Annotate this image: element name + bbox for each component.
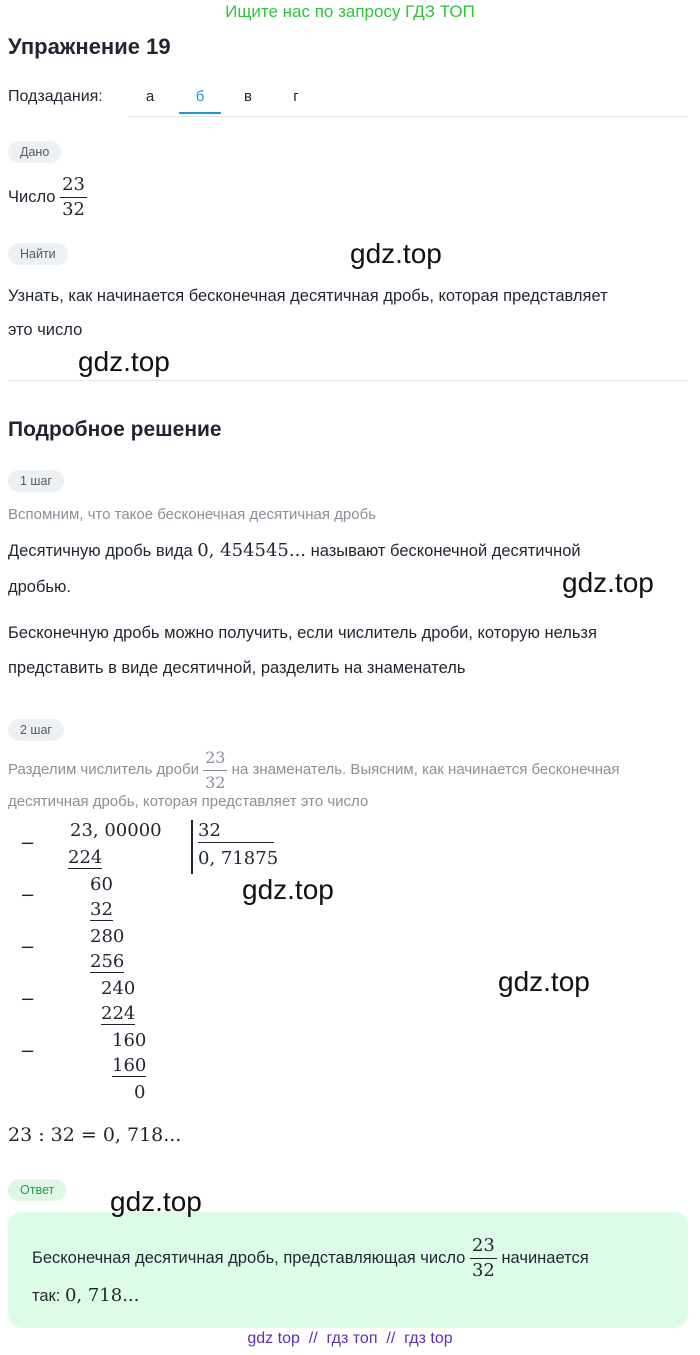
division-row-10: 0 xyxy=(134,1082,146,1103)
division-bracket xyxy=(191,820,193,874)
division-row-4: 280 xyxy=(90,926,125,947)
division-quotient: 0, 71875 xyxy=(198,848,279,869)
division-dividend: 23, 00000 xyxy=(70,820,162,841)
given-label: Число xyxy=(8,188,56,206)
watermark: gdz.top xyxy=(78,346,170,377)
solution-title: Подробное решение xyxy=(8,418,222,441)
tab-b[interactable]: б xyxy=(179,88,221,114)
step2-denominator: 32 xyxy=(205,772,226,792)
step1-paragraph2-line1: Бесконечную дробь можно получить, если числитель дроби, которую нельзя xyxy=(8,624,597,642)
division-row-6: 240 xyxy=(101,978,136,999)
subtasks-label: Подзадания: xyxy=(8,88,103,105)
division-row-5: 256 xyxy=(90,951,125,972)
promo-banner: Ищите нас по запросу ГДЗ ТОП xyxy=(225,2,475,21)
watermark: gdz.top xyxy=(110,1186,202,1217)
watermark: gdz.top xyxy=(350,238,442,269)
answer-post: начинается xyxy=(501,1249,589,1267)
given-fraction xyxy=(60,173,87,222)
given-text xyxy=(8,172,87,222)
answer-fraction xyxy=(470,1234,497,1283)
answer-badge: Ответ xyxy=(8,1179,66,1201)
footer-links[interactable]: gdz top // гдз топ // гдз top xyxy=(247,1330,453,1347)
answer-line-1 xyxy=(32,1232,589,1284)
given-denominator: 32 xyxy=(62,199,85,221)
minus-sign-1: − xyxy=(20,833,36,854)
answer-line2-pre: так: xyxy=(32,1287,61,1305)
tab-v[interactable]: в xyxy=(244,88,252,105)
answer-numerator: 23 xyxy=(470,1234,497,1259)
exercise-title: Упражнение 19 xyxy=(8,34,171,59)
division-row-1: 224 xyxy=(68,847,103,868)
division-row-8: 160 xyxy=(112,1030,147,1051)
division-row-7: 224 xyxy=(101,1003,136,1024)
tab-a[interactable]: а xyxy=(145,88,155,105)
step2-numerator: 23 xyxy=(203,746,227,771)
step1-badge: 1 шаг xyxy=(8,470,64,492)
step1-p1-pre: Десятичную дробь вида xyxy=(8,542,193,560)
find-line-2: это число xyxy=(8,321,83,339)
given-numerator: 23 xyxy=(60,173,87,198)
minus-sign-4: − xyxy=(20,989,36,1010)
watermark: gdz.top xyxy=(498,966,590,997)
step1-paragraph1-line1 xyxy=(8,534,581,568)
minus-sign-2: − xyxy=(20,885,36,906)
answer-pre: Бесконечная десятичная дробь, представляющая число xyxy=(32,1249,466,1267)
answer-line2-math: 0, 718... xyxy=(64,1285,140,1306)
section-divider xyxy=(8,380,688,381)
step2-hint-pre: Разделим числитель дроби xyxy=(8,761,199,778)
tabs-divider xyxy=(128,116,688,117)
watermark: gdz.top xyxy=(562,567,654,598)
find-badge: Найти xyxy=(8,243,68,265)
step2-badge: 2 шаг xyxy=(8,719,64,741)
answer-denominator: 32 xyxy=(471,1260,495,1282)
minus-sign-5: − xyxy=(20,1041,36,1062)
step1-hint: Вспомним, что такое бесконечная десятичная дробь xyxy=(8,506,376,523)
step2-hint-post: на знаменатель. Выясним, как начинается бесконечная xyxy=(231,761,620,778)
minus-sign-3: − xyxy=(20,937,36,958)
step1-paragraph2-line2: представить в виде десятичной, разделить на знаменатель xyxy=(8,659,466,677)
division-row-9: 160 xyxy=(112,1055,147,1076)
given-badge: Дано xyxy=(8,141,61,163)
division-result: 23 : 32 = 0, 718... xyxy=(8,1124,182,1146)
division-row-2: 60 xyxy=(90,874,113,895)
step1-p1-math: 0, 454545... xyxy=(197,540,307,561)
tab-g[interactable]: г xyxy=(293,88,299,105)
step1-paragraph1-line2: дробью. xyxy=(8,578,71,596)
division-row-3: 32 xyxy=(90,899,113,920)
find-line-1: Узнать, как начинается бесконечная десятичная дробь, которая представляет xyxy=(8,287,608,305)
watermark: gdz.top xyxy=(242,874,334,905)
step2-hint-line2: десятичная дробь, которая представляет это число xyxy=(8,793,369,810)
answer-line-2 xyxy=(32,1279,139,1313)
division-divisor: 32 xyxy=(198,820,274,843)
step1-p1-post: называют бесконечной десятичной xyxy=(310,542,581,560)
